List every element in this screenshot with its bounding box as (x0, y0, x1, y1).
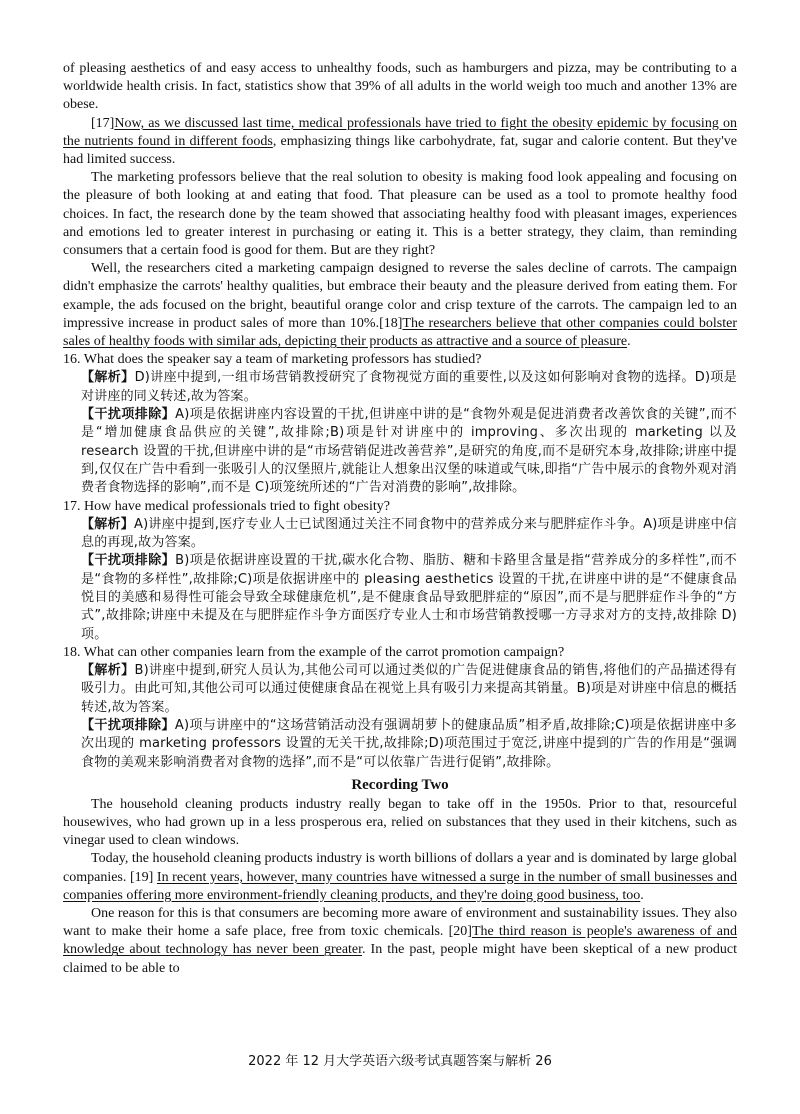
answer-marker-20: [20] (448, 924, 472, 940)
analysis-label: 【解析】 (81, 370, 135, 386)
question-block-17 (63, 498, 737, 644)
distractor-label: 【干扰项排除】 (81, 407, 176, 423)
para-text: . (640, 887, 644, 903)
distractor-18 (63, 717, 737, 772)
question-block-16 (63, 351, 737, 497)
page-content (63, 60, 737, 978)
answer-marker-18: [18] (379, 315, 403, 331)
underlined-answer-19: In recent years, however, many countries have witnessed a surge in the number of small businesses and companies offering more environment-friendly cleaning products, and they're doing good business, too (63, 869, 738, 903)
recording2-para-1: The household cleaning products industry really began to take off in the 1950s. Prior to that, resourceful housewives, who had grown up in a less prosperous era, relied on substances that they used in their kitchens, such as vinegar used to clean windows. (63, 796, 737, 849)
analysis-text: A)讲座中提到,医疗专业人士已试图通过关注不同食物中的营养成分来与肥胖症作斗争。A)项是讲座中信息的再现,故为答案。 (81, 516, 737, 551)
answer-marker-19: [19] (129, 869, 154, 885)
para-text: , emphasizing things like carbohydrate, fat, sugar and calorie content. But they've had limited success. (63, 133, 737, 168)
distractor-text: A)项与讲座中的“这场营销活动没有强调胡萝卜的健康品质”相矛盾,故排除;C)项是依据讲座中多次出现的 marketing professors 设置的无关干扰,故排除;D)项范围过于宽泛,讲座中提到的广告的作用是“强调食物的美观来影响消费者对食物的选择”,而不是“可以依靠广告进行促销”,故排除。 (81, 717, 737, 770)
analysis-text: D)讲座中提到,一组市场营销教授研究了食物视觉方面的重要性,以及这如何影响对食物的选择。D)项是对讲座的同义转述,故为答案。 (81, 370, 738, 404)
distractor-label: 【干扰项排除】 (81, 553, 176, 569)
analysis-text: B)讲座中提到,研究人员认为,其他公司可以通过类似的广告促进健康食品的销售,将他们的产品描述得有吸引力。由此可知,其他公司可以通过使健康食品在视觉上具有吸引力来提高其销量。B)项是对讲座中信息的概括转述,故为答案。 (81, 663, 737, 715)
para-text: . In the past, people might have been skeptical of a new product claimed to be able to (63, 942, 737, 976)
para-text: Well, the researchers cited a marketing campaign designed to reverse the sales decline of carrots. The campaign didn't emphasize the carrots' healthy qualities, but embrace their beauty and the pleasure derived from eating them. For example, the ads focused on the bright, beautiful orange color and crisp texture of the carrots. The campaign led to an impressive increase in product sales of more than 10%. (63, 261, 737, 331)
recording2-para-3 (63, 905, 737, 978)
analysis-label: 【解析】 (81, 663, 135, 679)
distractor-17 (63, 552, 737, 643)
answer-marker-17: [17] (91, 115, 115, 131)
section-heading: Recording Two (351, 776, 449, 793)
analysis-17 (63, 516, 737, 553)
underlined-answer-17: Now, as we discussed last time, medical professionals have tried to fight the obesity epidemic by focusing on the nutrients found in different foods (63, 115, 737, 149)
passage1-para-4 (63, 260, 737, 351)
underlined-answer-18: The researchers believe that other companies could bolster sales of healthy foods with similar ads, depicting their products as attractive and a source of pleasure (63, 315, 737, 350)
para-text: . (627, 334, 631, 350)
question-16: 16. What does the speaker say a team of marketing professors has studied? (63, 352, 482, 368)
passage1-para-3: The marketing professors believe that the real solution to obesity is making food look appealing and focusing on the pleasure of both looking at and eating that food. That pleasure can be used as a tool to promote healthy food choices. In fact, the research done by the team showed that associating healthy food with pleasant images, experiences and emotions led to greater interest in purchasing or eating it. This is a better strategy, they claim, than reminding consumers that a certain food is good for them. But are they right? (63, 170, 737, 259)
distractor-text: B)项是依据讲座设置的干扰,碳水化合物、脂肪、糖和卡路里含量是指“营养成分的多样性”,而不是“食物的多样性”,故排除;C)项是依据讲座中的 pleasing aesthetics 设置的干扰,在讲座中讲的是“不健康食品悦目的美感和易得性可能会导致全球健康危机”,是不健康食品导致肥胖症的“原因”,而不是与肥胖症作斗争的“方式”,故排除;讲座中未提及在与肥胖症作斗争方面医疗专业人士和市场营销教授哪一方寻求对方的支持,故排除 D)项。 (81, 553, 737, 642)
recording2-para-2 (63, 850, 737, 905)
passage1-para-2 (63, 115, 737, 170)
question-17: 17. How have medical professionals tried to fight obesity? (63, 498, 390, 514)
distractor-text: A)项是依据讲座内容设置的干扰,但讲座中讲的是“食物外观是促进消费者改善饮食的关键”,而不是“增加健康食品供应的关键”,故排除;B)项是针对讲座中的 improving、多次出现的 marketing 以及 research 设置的干扰,但讲座中讲的是“市场营销促进改善营养”,是研究的角度,而不是研究本身,故排除;讲座中提到,仅仅在广告中看到一张吸引人的汉堡照片,就能让人想象出汉堡的味道或气味,即指“广告中展示的食物外观对消费者食物选择的影响”,而不是 C)项笼统所述的“广告对消费的影响”,故排除。 (81, 407, 738, 496)
para-text: Today, the household cleaning products industry is worth billions of dollars a year and is dominated by large global companies. (63, 851, 738, 885)
passage1-para-1: of pleasing aesthetics of and easy access to unhealthy foods, such as hamburgers and pizza, may be contributing to a worldwide health crisis. In fact, statistics show that 39% of all adults in the world weigh too much and another 13% are obese. (63, 61, 737, 113)
para-text: One reason for this is that consumers are becoming more aware of environment and sustainability issues. They also want to make their home a safe place, free from toxic chemicals. (63, 906, 737, 940)
question-block-18 (63, 644, 737, 772)
question-18: 18. What can other companies learn from the example of the carrot promotion campaign? (63, 644, 565, 660)
distractor-label: 【干扰项排除】 (81, 717, 175, 733)
analysis-label: 【解析】 (81, 516, 135, 532)
distractor-16 (63, 406, 737, 497)
page-footer: 2022 年 12 月大学英语六级考试真题答案与解析 26 (248, 1054, 552, 1069)
analysis-18 (63, 662, 737, 717)
analysis-16 (63, 369, 737, 406)
underlined-answer-20: The third reason is people's awareness of and knowledge about technology has never been greater (63, 924, 737, 958)
